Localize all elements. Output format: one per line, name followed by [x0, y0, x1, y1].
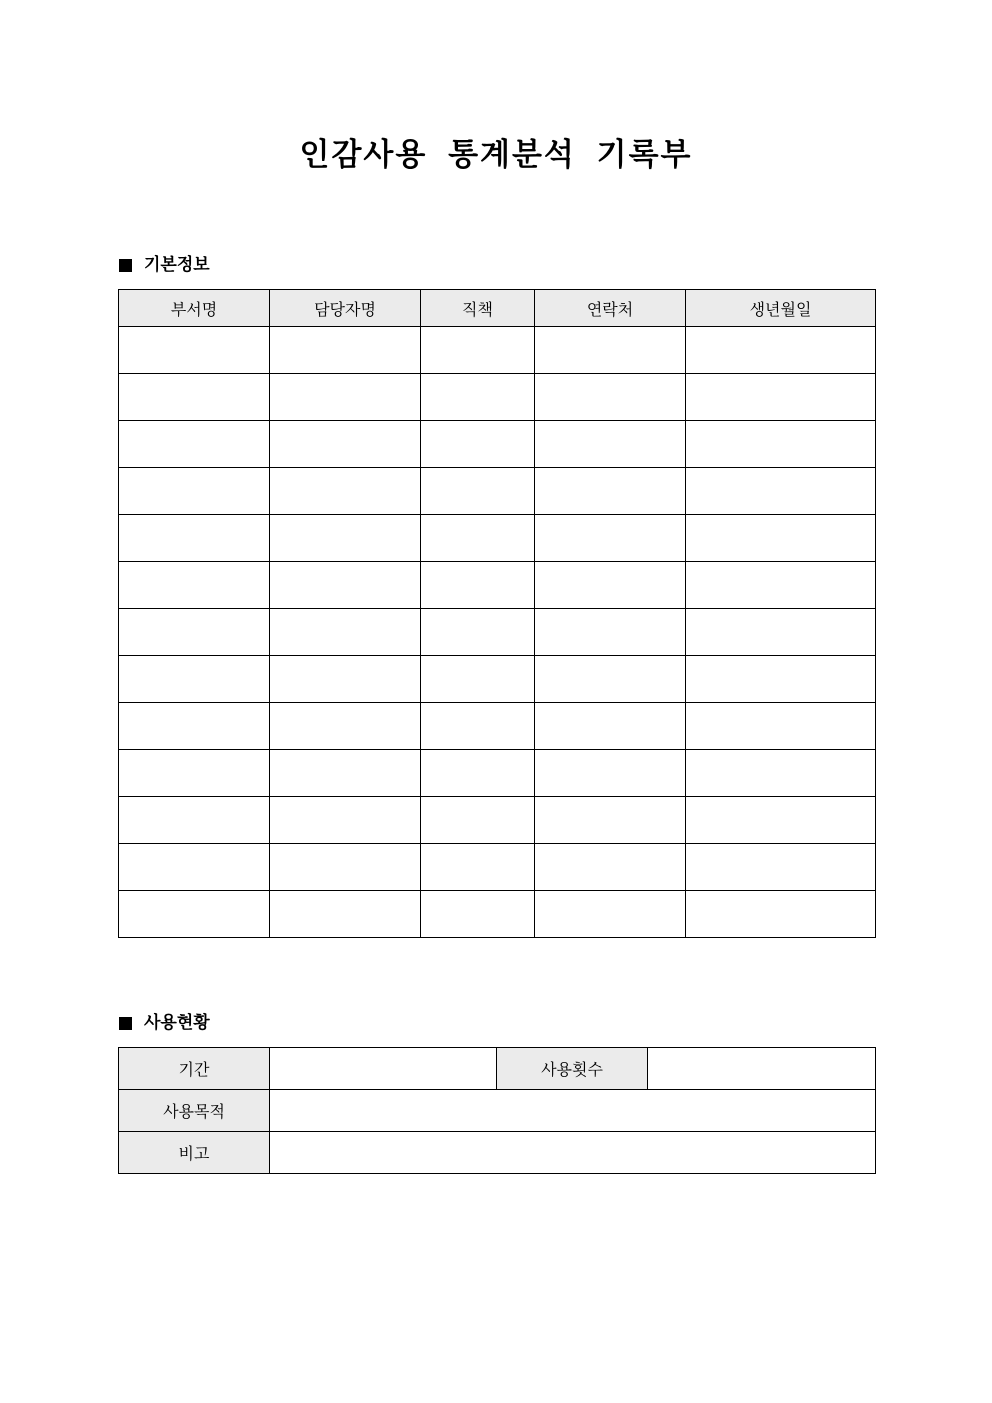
position-cell[interactable]	[421, 703, 535, 750]
manager-cell[interactable]	[270, 656, 421, 703]
basic-info-table	[118, 289, 876, 938]
table-row	[119, 797, 876, 844]
position-cell[interactable]	[421, 421, 535, 468]
birthdate-cell[interactable]	[686, 515, 876, 562]
position-cell[interactable]	[421, 609, 535, 656]
position-cell[interactable]	[421, 468, 535, 515]
purpose-field[interactable]	[270, 1090, 876, 1132]
department-cell[interactable]	[119, 327, 270, 374]
remarks-label: 비고	[119, 1132, 270, 1174]
column-header-manager: 담당자명	[270, 290, 421, 327]
position-cell[interactable]	[421, 562, 535, 609]
column-header-position: 직책	[421, 290, 535, 327]
usage-status-table	[118, 1047, 876, 1174]
table-row	[119, 468, 876, 515]
square-bullet-icon	[119, 1017, 132, 1030]
table-row	[119, 562, 876, 609]
birthdate-cell[interactable]	[686, 703, 876, 750]
position-cell[interactable]	[421, 515, 535, 562]
birthdate-cell[interactable]	[686, 562, 876, 609]
birthdate-cell[interactable]	[686, 374, 876, 421]
basic-info-heading	[119, 253, 210, 277]
manager-cell[interactable]	[270, 327, 421, 374]
table-row	[119, 656, 876, 703]
position-cell[interactable]	[421, 844, 535, 891]
purpose-label: 사용목적	[119, 1090, 270, 1132]
document-title: 인감사용 통계분석 기록부	[299, 137, 693, 173]
department-cell[interactable]	[119, 562, 270, 609]
contact-cell[interactable]	[535, 468, 686, 515]
column-header-birthdate: 생년월일	[686, 290, 876, 327]
position-cell[interactable]	[421, 797, 535, 844]
table-row	[119, 750, 876, 797]
basic-info-heading-label: 기본정보	[144, 255, 210, 275]
birthdate-cell[interactable]	[686, 468, 876, 515]
birthdate-cell[interactable]	[686, 656, 876, 703]
department-cell[interactable]	[119, 844, 270, 891]
table-row	[119, 515, 876, 562]
usage-row-purpose	[119, 1090, 876, 1132]
contact-cell[interactable]	[535, 656, 686, 703]
contact-cell[interactable]	[535, 750, 686, 797]
period-field[interactable]	[270, 1048, 497, 1090]
contact-cell[interactable]	[535, 609, 686, 656]
contact-cell[interactable]	[535, 844, 686, 891]
manager-cell[interactable]	[270, 468, 421, 515]
birthdate-cell[interactable]	[686, 844, 876, 891]
column-header-department: 부서명	[119, 290, 270, 327]
contact-cell[interactable]	[535, 891, 686, 938]
birthdate-cell[interactable]	[686, 609, 876, 656]
department-cell[interactable]	[119, 891, 270, 938]
usage-row-period	[119, 1048, 876, 1090]
contact-cell[interactable]	[535, 703, 686, 750]
table-row	[119, 421, 876, 468]
contact-cell[interactable]	[535, 797, 686, 844]
department-cell[interactable]	[119, 421, 270, 468]
manager-cell[interactable]	[270, 844, 421, 891]
usage-count-label: 사용횟수	[497, 1048, 648, 1090]
department-cell[interactable]	[119, 750, 270, 797]
department-cell[interactable]	[119, 374, 270, 421]
usage-status-heading	[119, 1011, 210, 1035]
manager-cell[interactable]	[270, 515, 421, 562]
table-row	[119, 703, 876, 750]
manager-cell[interactable]	[270, 609, 421, 656]
contact-cell[interactable]	[535, 327, 686, 374]
manager-cell[interactable]	[270, 562, 421, 609]
usage-row-remarks	[119, 1132, 876, 1174]
table-row	[119, 374, 876, 421]
remarks-field[interactable]	[270, 1132, 876, 1174]
birthdate-cell[interactable]	[686, 750, 876, 797]
department-cell[interactable]	[119, 468, 270, 515]
period-label: 기간	[119, 1048, 270, 1090]
birthdate-cell[interactable]	[686, 421, 876, 468]
birthdate-cell[interactable]	[686, 327, 876, 374]
square-bullet-icon	[119, 259, 132, 272]
manager-cell[interactable]	[270, 421, 421, 468]
department-cell[interactable]	[119, 609, 270, 656]
manager-cell[interactable]	[270, 891, 421, 938]
position-cell[interactable]	[421, 327, 535, 374]
birthdate-cell[interactable]	[686, 797, 876, 844]
column-header-contact: 연락처	[535, 290, 686, 327]
department-cell[interactable]	[119, 656, 270, 703]
contact-cell[interactable]	[535, 374, 686, 421]
usage-status-heading-label: 사용현황	[144, 1013, 210, 1033]
manager-cell[interactable]	[270, 750, 421, 797]
table-row	[119, 844, 876, 891]
contact-cell[interactable]	[535, 515, 686, 562]
position-cell[interactable]	[421, 374, 535, 421]
position-cell[interactable]	[421, 656, 535, 703]
birthdate-cell[interactable]	[686, 891, 876, 938]
contact-cell[interactable]	[535, 562, 686, 609]
basic-info-header-row	[119, 290, 876, 327]
department-cell[interactable]	[119, 703, 270, 750]
manager-cell[interactable]	[270, 374, 421, 421]
department-cell[interactable]	[119, 797, 270, 844]
usage-count-field[interactable]	[648, 1048, 876, 1090]
table-row	[119, 609, 876, 656]
manager-cell[interactable]	[270, 703, 421, 750]
table-row	[119, 327, 876, 374]
position-cell[interactable]	[421, 750, 535, 797]
department-cell[interactable]	[119, 515, 270, 562]
contact-cell[interactable]	[535, 421, 686, 468]
position-cell[interactable]	[421, 891, 535, 938]
manager-cell[interactable]	[270, 797, 421, 844]
table-row	[119, 891, 876, 938]
